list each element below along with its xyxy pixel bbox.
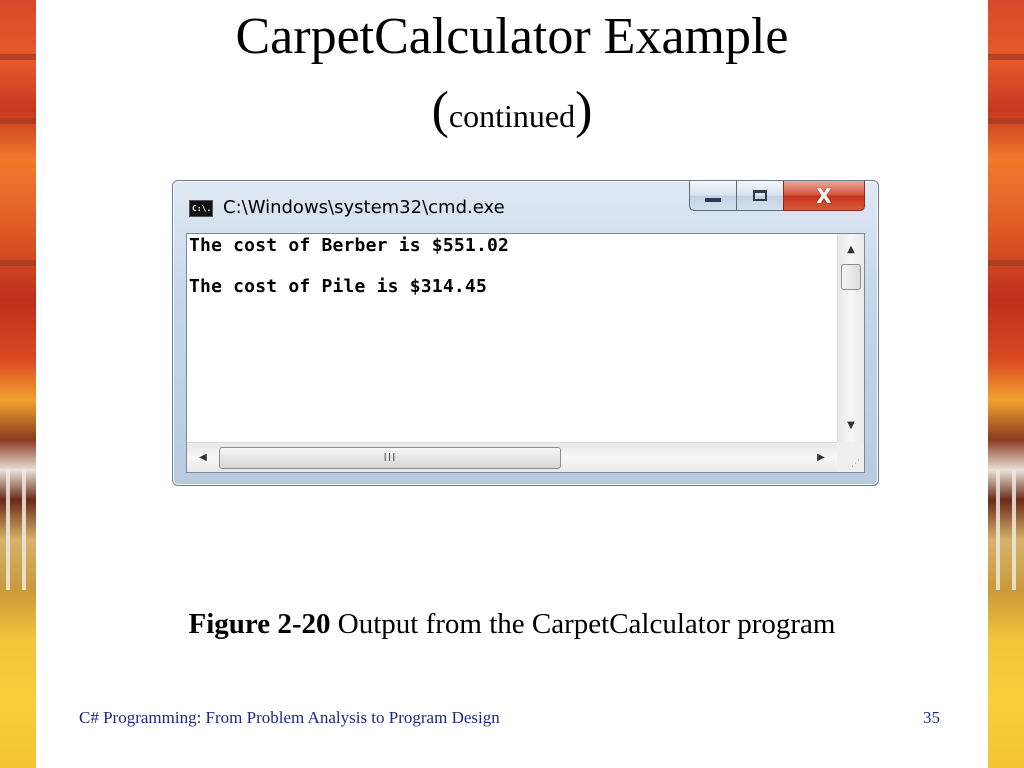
horizontal-scroll-thumb[interactable]: III (219, 447, 561, 469)
close-button[interactable] (783, 181, 865, 211)
footer-page-number: 35 (923, 708, 940, 727)
minimize-icon (705, 198, 721, 202)
footer-book-title: C# Programming: From Problem Analysis to Program Design (79, 708, 500, 727)
scroll-up-arrow-icon[interactable]: ▲ (847, 244, 855, 255)
subtitle-open-paren: ( (431, 82, 449, 139)
strip-post (996, 470, 1000, 590)
strip-band (988, 260, 1024, 266)
figure-caption (0, 604, 1024, 644)
figure-label: Figure 2-20 (188, 608, 331, 640)
vertical-scroll-thumb[interactable] (841, 264, 861, 290)
strip-post (22, 470, 26, 590)
console-line: The cost of Pile is $314.45 (189, 276, 487, 297)
cmd-icon: C:\. (189, 200, 213, 217)
strip-post (1012, 470, 1016, 590)
close-icon: X (816, 183, 832, 208)
slide-title: CarpetCalculator Example (235, 8, 789, 65)
console-client-area (186, 233, 865, 473)
subtitle-close-paren: ) (575, 82, 593, 139)
scroll-left-arrow-icon[interactable]: ◀ (199, 452, 207, 463)
console-window (172, 180, 879, 486)
resize-grip-icon[interactable]: ⋰ (837, 442, 864, 472)
strip-post (6, 470, 10, 590)
maximize-icon (753, 190, 767, 201)
window-titlebar[interactable] (173, 181, 878, 233)
console-output[interactable] (187, 234, 837, 442)
figure-text: Output from the CarpetCalculator program (330, 608, 836, 640)
strip-band (0, 260, 36, 266)
maximize-button[interactable] (736, 181, 784, 211)
vertical-scrollbar[interactable] (837, 234, 864, 442)
scroll-right-arrow-icon[interactable]: ▶ (817, 452, 825, 463)
horizontal-scrollbar[interactable] (187, 442, 837, 472)
slide-subtitle (0, 76, 1024, 158)
minimize-button[interactable] (689, 181, 737, 211)
subtitle-word: continued (448, 98, 576, 134)
console-line: The cost of Berber is $551.02 (189, 235, 510, 256)
scroll-down-arrow-icon[interactable]: ▼ (847, 420, 855, 431)
window-title: C:\Windows\system32\cmd.exe (223, 197, 505, 218)
